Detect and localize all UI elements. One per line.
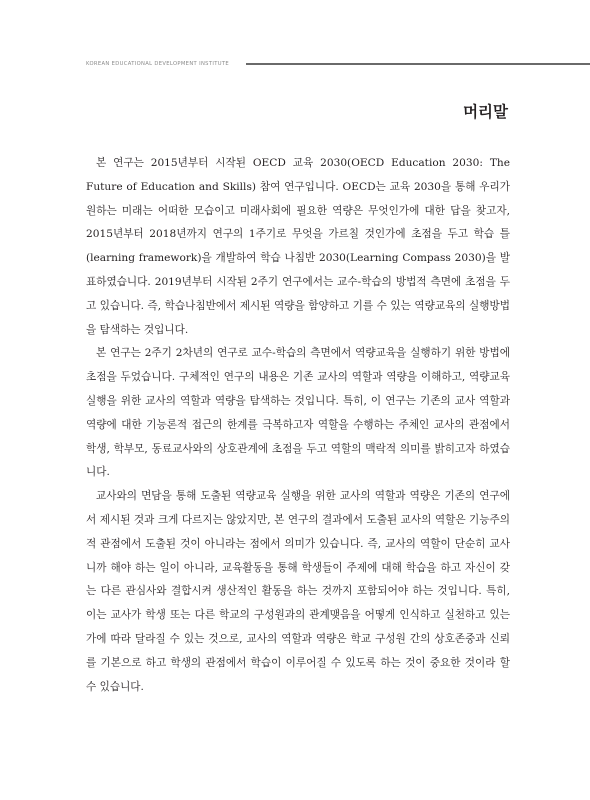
body-text [86,152,510,699]
paragraph-2: 본 연구는 2주기 2차년의 연구로 교수-학습의 측면에서 역량교육을 실행하기 위한 방법에 초점을 두었습니다. 구체적인 연구의 내용은 기존 교사의 역할과 역량을 이해하고, 역량교육 실행을 위한 교사의 역할과 역량을 탐색하는 것입니다. 특히, 이 연구는 기존의 교사 역할과 역량에 대한 기능론적 접근의 한계를 극복하고자 역할을 수행하는 주체인 교사의 관점에서 학생, 학부모, 동료교사와의 상호관계에 초점을 두고 역할의 맥락적 의미를 밝히고자 하였습니다. [86,347,510,479]
paragraph-1: 본 연구는 2015년부터 시작된 OECD 교육 2030(OECD Education 2030: The Future of Education and Skills) 참여 연구입니다. OECD는 교육 2030을 통해 우리가 원하는 미래는 어떠한 모습이고 미래사회에 필요한 역량은 무엇인가에 대한 답을 찾고자, 2015년부터 2018년까지 연구의 1주기로 무엇을 가르칠 것인가에 초점을 두고 학습 틀(learning framework)을 개발하여 학습 나침반 2030(Learning Compass 2030)을 발표하였습니다. 2019년부터 시작된 2주기 연구에서는 교수-학습의 방법적 측면에 초점을 두고 있습니다. 즉, 학습나침반에서 제시된 역량을 함양하고 기를 수 있는 역량교육의 실행방법을 탐색하는 것입니다. [86,157,510,336]
paragraph-3: 교사와의 면담을 통해 도출된 역량교육 실행을 위한 교사의 역할과 역량은 기존의 연구에서 제시된 것과 크게 다르지는 않았지만, 본 연구의 결과에서 도출된 교사의 역할은 기능주의적 관점에서 도출된 것이 아니라는 점에서 의미가 있습니다. 즉, 교사의 역할이 단순히 교사니까 해야 하는 일이 아니라, 교육활동을 통해 학생들이 주제에 대해 학습을 하고 자신이 갖는 다른 관심사와 결합시켜 생산적인 활동을 하는 것까지 포함되어야 하는 것입니다. 특히, 이는 교사가 학생 또는 다른 학교의 구성원과의 관계맺음을 어떻게 인식하고 실천하고 있는가에 따라 달라질 수 있는 것으로, 교사의 역할과 역량은 학교 구성원 간의 상호존중과 신뢰를 기본으로 하고 학생의 관점에서 학습이 이루어질 수 있도록 하는 것이 중요한 것이라 할 수 있습니다. [86,490,510,693]
institute-name: KOREAN EDUCATIONAL DEVELOPMENT INSTITUTE [86,61,230,67]
page-title: 머리말 [463,103,508,121]
header-rule [246,63,590,65]
running-header [86,58,504,70]
